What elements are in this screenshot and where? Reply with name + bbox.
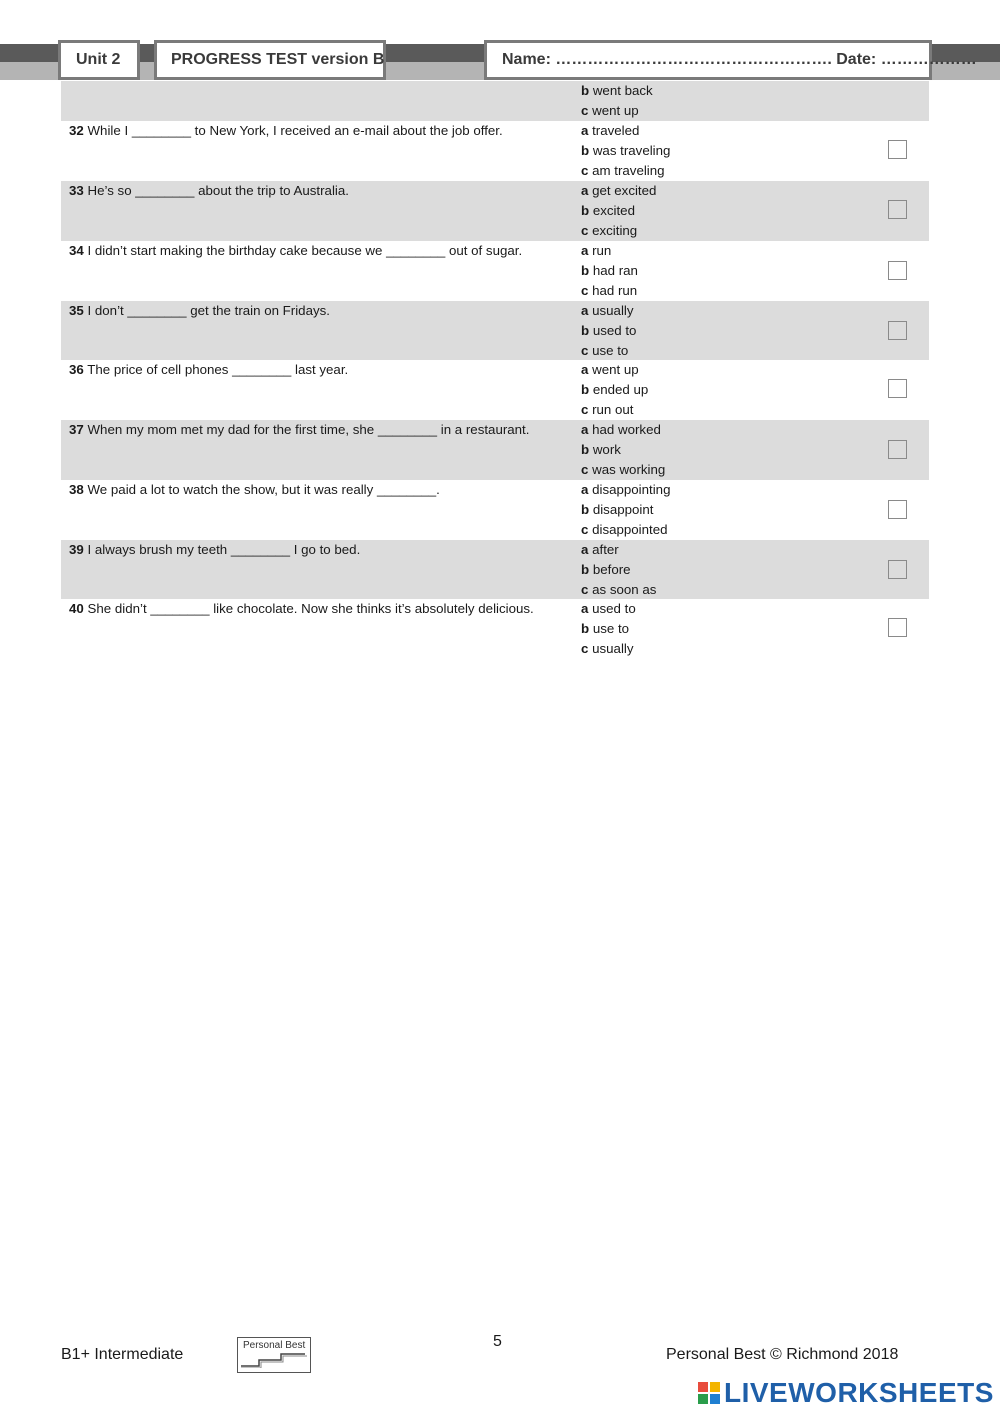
answer-options [581,121,670,181]
personal-best-logo [237,1337,311,1373]
answer-checkbox[interactable] [888,379,907,398]
option-b: b ended up [581,382,649,397]
option-a: a disappointing [581,482,671,497]
logo-text: Personal Best [243,1340,306,1351]
answer-checkbox[interactable] [888,618,907,637]
copyright-text: Personal Best © Richmond 2018 [666,1346,899,1363]
level-label: B1+ Intermediate [61,1346,184,1363]
question-text: 34 I didn’t start making the birthday cake because we ________ out of sugar. [69,243,523,258]
test-title: PROGRESS TEST version B [171,51,385,68]
question-row [61,241,929,301]
option-a: a get excited [581,183,657,198]
option-a: a run [581,243,612,258]
question-text: 37 When my mom met my dad for the first time, she ________ in a restaurant. [69,422,530,437]
name-date-field[interactable]: Name: ……………………………………………. Date: ……………… [502,51,977,68]
header-bar-left-dark [0,44,58,62]
answer-checkbox[interactable] [888,261,907,280]
answer-options [581,181,656,241]
question-row [61,301,929,360]
question-text: 36 The price of cell phones ________ last year. [69,362,349,377]
option-c: c had run [581,283,638,298]
question-row [61,181,929,241]
question-row-31-continued [61,81,929,121]
option-c: c use to [581,343,629,358]
answer-checkbox[interactable] [888,560,907,579]
logo-steps-icon [241,1352,307,1368]
answer-options [581,480,670,540]
header-bar-mid-light [386,62,484,80]
answer-checkbox[interactable] [888,500,907,519]
option-b: b had ran [581,263,638,278]
answer-checkbox[interactable] [888,321,907,340]
question-text: 35 I don’t ________ get the train on Fridays. [69,303,330,318]
option-c: c run out [581,402,634,417]
question-row [61,360,929,420]
liveworksheets-wordmark: LIVEWORKSHEETS [724,1377,994,1408]
answer-options [581,599,636,659]
option-a: a usually [581,303,634,318]
option-c: c disappointed [581,522,668,537]
header-bar-mid-dark [386,44,484,62]
option-c: c as soon as [581,582,657,597]
question-row [61,121,929,181]
question-row [61,599,929,659]
option-b: b disappoint [581,502,654,517]
answer-options [581,241,638,301]
option-b: b went back [581,83,653,98]
option-a: a traveled [581,123,640,138]
answer-checkbox[interactable] [888,440,907,459]
option-a: a had worked [581,422,661,437]
question-row [61,420,929,480]
option-c: c exciting [581,223,638,238]
unit-label-box [58,40,140,80]
option-a: a used to [581,601,636,616]
question-row [61,540,929,599]
option-b: b work [581,442,621,457]
unit-label: Unit 2 [76,51,121,68]
option-b: b use to [581,621,630,636]
answer-checkbox[interactable] [888,200,907,219]
liveworksheets-blocks-icon [698,1382,720,1404]
answer-options [581,301,636,361]
page-number: 5 [493,1333,502,1350]
option-c: c am traveling [581,163,665,178]
option-a: a after [581,542,619,557]
answer-options [581,540,656,600]
test-title-box [154,40,386,80]
answer-checkbox[interactable] [888,140,907,159]
liveworksheets-logo [698,1377,994,1409]
header-bar-gap-light [140,62,154,80]
option-b: b was traveling [581,143,671,158]
option-b: b used to [581,323,637,338]
question-row [61,480,929,540]
answer-options [581,420,665,480]
question-text: 39 I always brush my teeth ________ I go to bed. [69,542,361,557]
option-b: b before [581,562,631,577]
question-text: 38 We paid a lot to watch the show, but it was really ________. [69,482,440,497]
answer-options [581,360,648,420]
question-text: 33 He’s so ________ about the trip to Australia. [69,183,349,198]
question-text: 32 While I ________ to New York, I received an e-mail about the job offer. [69,123,503,138]
answer-options [581,81,653,121]
option-c: c usually [581,641,634,656]
option-c: c was working [581,462,666,477]
option-c: c went up [581,103,639,118]
header-bar-left-light [0,62,58,80]
header-bar-gap-dark [140,44,154,62]
question-table [61,81,929,659]
option-b: b excited [581,203,635,218]
option-a: a went up [581,362,639,377]
name-date-box [484,40,977,80]
question-text: 40 She didn’t ________ like chocolate. Now she thinks it’s absolutely delicious. [69,601,534,616]
